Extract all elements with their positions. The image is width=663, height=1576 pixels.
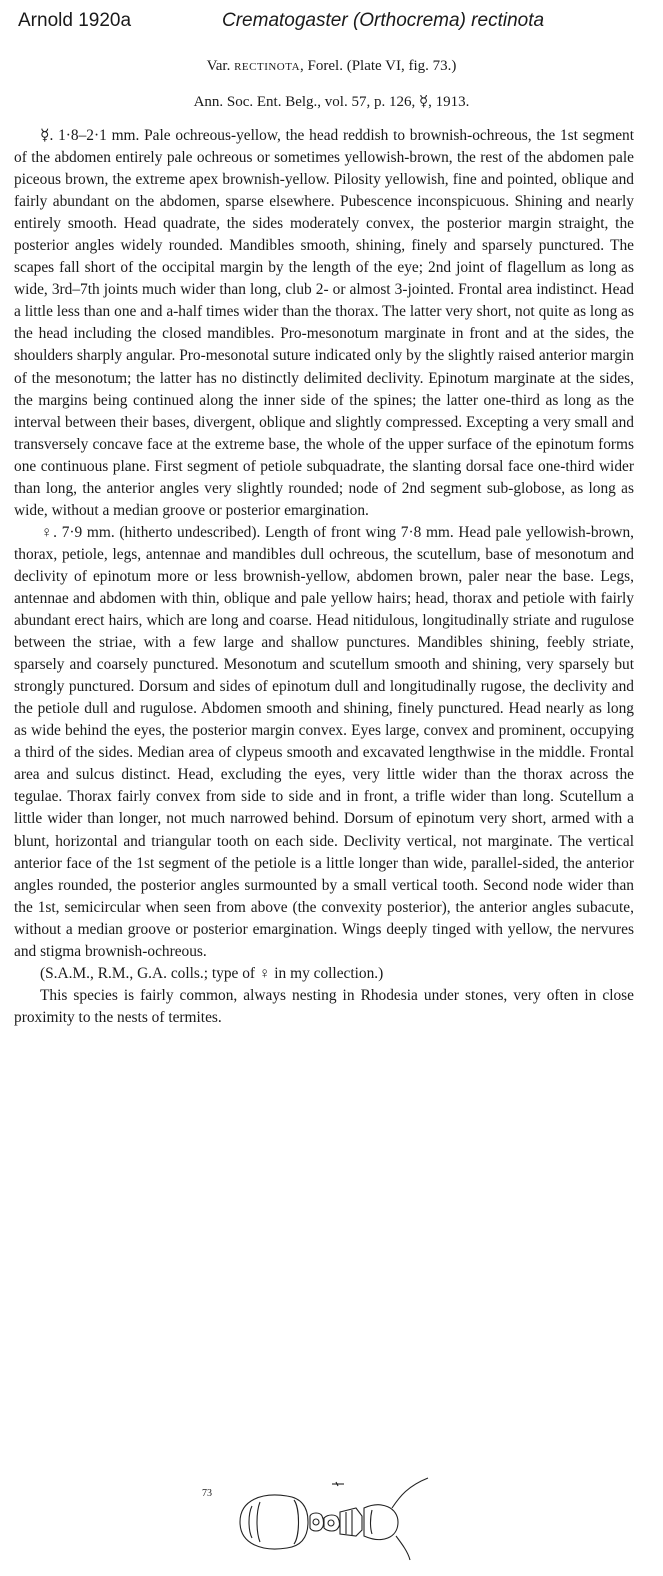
female-description-text: ♀. 7·9 mm. (hitherto undescribed). Length of front wing 7·8 mm. Head pale yellowish-brown, thorax, petiole, legs, antennae and mandibles dull ochreous, the scutellum, base of mesonotum and declivity of epinotum more or less brownish-yellow, abdomen brown, paler near the base. Legs, antennae and abdomen with thin, oblique and pale yellow hairs; head, thorax and petiole with fairly abundant erect hairs, which are long and coarse. Head nitidulous, longitudinally striate and rugulose between the striae, with a few large and shallow punctures. Mandibles shining, feebly striate, sparsely and coarsely punctured. Mesonotum and scutellum smooth and shining, very sparsely but strongly punctured. Dorsum and sides of epinotum dull and longitudinally rugose, the declivity and the petiole dull and rugulose. Abdomen smooth and shining, finely punctured. Head nearly as long as wide behind the eyes, the posterior margin convex. Eyes large, convex and prominent, occupying a third of the sides. Median area of clypeus smooth and excavated lengthwise in the middle. Frontal area and sulcus distinct. Head, excluding the eyes, very little wider than the thorax across the tegulae. Thorax fairly convex from side to side and in front, a trifle wider than long. Scutellum a little wider than longer, not much narrowed behind. Dorsum of epinotum very short, armed with a blunt, horizontal and triangular tooth on each side. Declivity vertical, not marginate. The vertical anterior face of the 1st segment of the petiole is a little longer than wide, parallel-sided, the anterior angles rounded, the posterior angles surmounted by a small vertical tooth. Second node wider than the 1st, semicircular when seen from above (the convexity posterior), the anterior angles subacute, without a median groove or posterior emargination. Wings deeply tinged with yellow, the nervures and stigma brownish-ochreous. — [14, 523, 634, 960]
variety-suffix: , Forel. (Plate VI, fig. 73.) — [300, 58, 457, 74]
female-description — [14, 522, 634, 963]
figure-number: 73 — [202, 1488, 212, 1499]
reference-line: Ann. Soc. Ent. Belg., vol. 57, p. 126, ☿, 1913. — [193, 94, 470, 110]
taxon-name: Crematogaster (Orthocrema) rectinota — [222, 10, 545, 31]
habitat-note — [14, 985, 634, 1029]
variety-name: rectinota — [234, 58, 301, 74]
worker-description-text: ☿. 1·8–2·1 mm. Pale ochreous-yellow, the head reddish to brownish-ochreous, the 1st segment of the abdomen entirely pale ochreous or sometimes yellowish-brown, the rest of the abdomen pale piceous brown, the extreme apex brownish-yellow. Pilosity yellowish, fine and pointed, oblique and fairly abundant on the abdomen, sparse elsewhere. Pubescence inconspicuous. Shining and nearly entirely smooth. Head quadrate, the sides moderately convex, the posterior margin straight, the posterior angles widely rounded. Mandibles smooth, shining, finely and sparsely punctured. The scapes fall short of the occipital margin by the length of the eye; 2nd joint of flagellum as long as wide, 3rd–7th joints much wider than long, club 2- or almost 3-jointed. Frontal area indistinct. Head a little less than one and a-half times wider than the thorax. The latter very short, not quite as long as the head including the closed mandibles. Pro-mesonotum marginate in front and at the sides, the shoulders sharply angular. Pro-mesonotal suture indicated only by the slightly raised anterior margin of the mesonotum; the latter has no distinctly delimited declivity. Epinotum marginate at the sides, the margins being continued along the inner side of the spines; the latter one-third as long as the interval between their bases, divergent, oblique and slightly compressed. Excepting a very small and transversely concave face at the extreme base, the whole of the upper surface of the epinotum forms one continuous plane. First segment of petiole subquadrate, the slanting dorsal face one-third wider than long, the anterior angles very slightly rounded; node of 2nd segment sub-globose, as long as wide, without a median groove or posterior emargination. — [14, 127, 634, 519]
ant-petiole-abdomen-sketch-icon — [232, 1472, 432, 1562]
variety-prefix: Var. — [206, 58, 231, 74]
worker-description — [14, 125, 634, 522]
habitat-note-text: This species is fairly common, always nesting in Rhodesia under stones, very often in close proximity to the nests of termites. — [14, 986, 634, 1026]
variety-line — [0, 58, 663, 75]
collections-note-text: (S.A.M., R.M., G.A. colls.; type of ♀ in my collection.) — [40, 964, 384, 982]
collections-note — [14, 963, 634, 985]
description-body — [14, 125, 634, 1029]
author-citation: Arnold 1920a — [18, 10, 132, 31]
page-header — [18, 10, 648, 36]
